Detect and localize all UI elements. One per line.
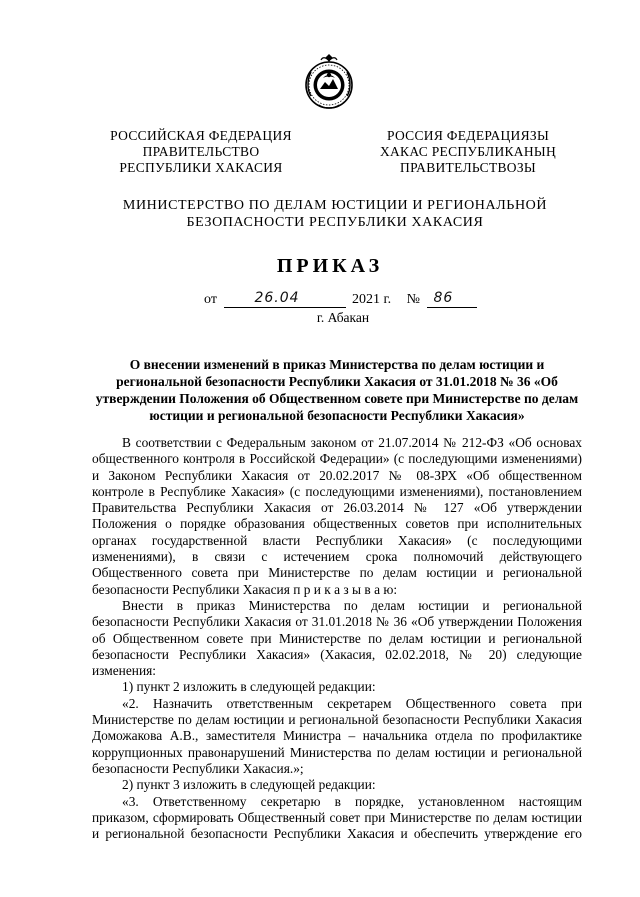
- header-left-line: РЕСПУБЛИКИ ХАКАСИЯ: [119, 160, 283, 175]
- header-left-line: ПРАВИТЕЛЬСТВО: [142, 144, 260, 159]
- body-line: общественного контроля в Российской Федерации» (с последующими изменениями): [92, 451, 582, 467]
- body-line: 2) пункт 3 изложить в следующей редакции:: [122, 777, 376, 793]
- body-line: Положения о порядке образования общественных советов при исполнительных: [92, 516, 582, 532]
- body-line: приказом, сформировать Общественный совет при Министерстве по делам юстиции: [92, 809, 582, 825]
- body-line: Министерстве по делам юстиции и региональной безопасности Республики Хакасия: [92, 712, 582, 728]
- ministry-name: [80, 197, 590, 231]
- body-line: Правительства Республики Хакасия от 26.03.2014 № 127 «Об утверждении: [92, 500, 582, 516]
- date-field: [224, 292, 346, 308]
- header-left-block: [96, 128, 306, 176]
- body-line: безопасности Республики Хакасия.»;: [92, 760, 304, 776]
- body-line: безопасности Республики Хакасия от 31.01.2018 № 36 «Об утверждении Положения: [92, 614, 582, 630]
- handwritten-date: 26.04: [254, 290, 300, 306]
- body-line: и Законом Республики Хакасия от 20.02.2017 № 08-ЗРХ «Об общественном: [92, 467, 582, 483]
- ministry-line: МИНИСТЕРСТВО ПО ДЕЛАМ ЮСТИЦИИ И РЕГИОНАЛЬНОЙ: [122, 198, 548, 213]
- city-name: г. Абакан: [316, 310, 370, 325]
- date-number-line: [204, 292, 477, 308]
- subject-line: О внесении изменений в приказ Министерства по делам юстиции и: [129, 357, 545, 372]
- handwritten-number: 86: [433, 290, 454, 306]
- subject-line: региональной безопасности Республики Хакасия от 31.01.2018 № 36 «Об: [116, 374, 558, 389]
- header-right-block: [368, 128, 568, 176]
- order-subject: [92, 356, 582, 424]
- body-line: «3. Ответственному секретарю в порядке, установленном настоящим: [122, 793, 582, 809]
- body-line: об Общественном совете при Министерстве по делам юстиции и региональной: [92, 630, 582, 646]
- header-right-line: ХАКАС РЕСПУБЛИКАНЫҢ: [379, 144, 557, 159]
- number-field: [427, 292, 477, 308]
- ministry-line: БЕЗОПАСНОСТИ РЕСПУБЛИКИ ХАКАСИЯ: [186, 215, 484, 230]
- body-line: изменениями), в связи с истечением срока полномочий действующего: [92, 549, 582, 565]
- body-line: Общественного совета при Министерстве по делам юстиции и региональной: [92, 565, 582, 581]
- body-line: «2. Назначить ответственным секретарем Общественного совета при: [122, 695, 582, 711]
- body-line: контроле в Республике Хакасия» (с последующими изменениями), постановлением: [92, 483, 582, 499]
- header-right-line: РОССИЯ ФЕДЕРАЦИЯЗЫ: [386, 128, 550, 143]
- date-year: 2021 г.: [351, 292, 392, 307]
- order-body: [92, 435, 582, 842]
- document-type-title: ПРИКАЗ: [276, 255, 384, 277]
- body-line: коррупционных правонарушений Министерства по делам юстиции и региональной: [92, 744, 582, 760]
- body-line: 1) пункт 2 изложить в следующей редакции:: [122, 679, 376, 695]
- header-left-line: РОССИЙСКАЯ ФЕДЕРАЦИЯ: [110, 128, 292, 143]
- coat-of-arms-emblem-icon: [303, 52, 355, 112]
- number-sign: №: [406, 292, 420, 307]
- body-line: и региональной безопасности Республики Хакасия и обеспечить утверждение его: [92, 826, 582, 842]
- body-line: органах государственной власти Республики Хакасия» (с последующими: [92, 532, 582, 548]
- date-prefix: от: [204, 292, 217, 307]
- subject-line: юстиции и региональной безопасности Республики Хакасия»: [149, 408, 525, 423]
- body-line: безопасности Республики Хакасия п р и к а з ы в а ю:: [92, 581, 398, 597]
- body-line: безопасности Республики Хакасия» (Хакасия, 02.02.2018, № 20) следующие: [92, 646, 582, 662]
- body-line: Внести в приказ Министерства по делам юстиции и региональной: [122, 597, 582, 613]
- header-right-line: ПРАВИТЕЛЬСТВОЗЫ: [400, 160, 536, 175]
- body-line: изменения:: [92, 663, 157, 679]
- subject-line: утверждении Положения об Общественном совете при Министерстве по делам: [95, 391, 579, 406]
- body-line: Доможакова А.В., заместителя Министра – начальника отдела по профилактике: [92, 728, 582, 744]
- body-line: В соответствии с Федеральным законом от 21.07.2014 № 212-ФЗ «Об основах: [122, 435, 582, 450]
